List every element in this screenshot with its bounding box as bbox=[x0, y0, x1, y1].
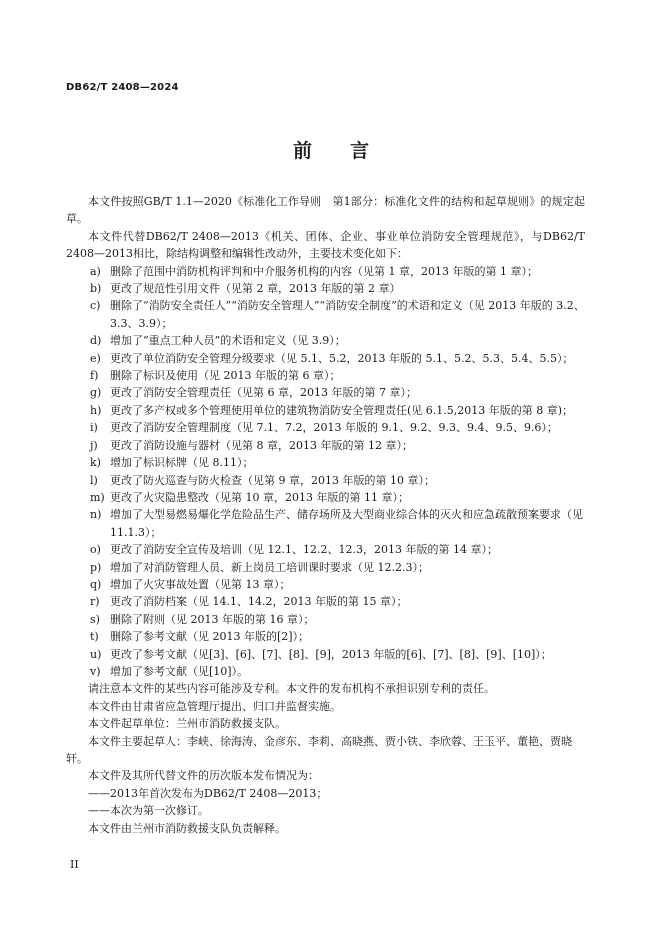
change-item bbox=[90, 628, 585, 645]
change-item-text: 更改了参考文献（见[3]、[6]、[7]、[8]、[9]，2013 年版的[6]、[7]、[8]、[9]、[10]）； bbox=[110, 647, 552, 661]
change-item-label: s) bbox=[90, 612, 100, 626]
change-item-label: v) bbox=[90, 664, 101, 678]
change-item bbox=[90, 559, 585, 576]
change-item-text: 更改了单位消防安全管理分级要求（见 5.1、5.2，2013 年版的 5.1、5.2、5.3、5.4、5.5）； bbox=[110, 351, 574, 365]
change-item bbox=[90, 663, 585, 680]
change-item-label: a) bbox=[90, 264, 101, 278]
change-item bbox=[90, 402, 585, 419]
change-item bbox=[90, 472, 585, 489]
change-item bbox=[90, 263, 585, 280]
change-item bbox=[90, 611, 585, 628]
change-item bbox=[90, 506, 585, 541]
change-item bbox=[90, 576, 585, 593]
change-item-label: o) bbox=[90, 543, 101, 557]
intro-paragraph-1: 本文件按照GB/T 1.1—2020《标准化工作导则 第1部分：标准化文件的结构和起草规则》的规定起草。 bbox=[66, 195, 585, 226]
change-item bbox=[90, 593, 585, 610]
change-item-label: t) bbox=[90, 630, 99, 644]
change-item-text: 更改了消防档案（见 14.1、14.2，2013 年版的第 15 章）； bbox=[110, 595, 408, 609]
change-item-text: 更改了消防设施与器材（见第 8 章，2013 年版的第 12 章）； bbox=[110, 438, 413, 452]
change-item-text: 删除了附则（见 2013 年版的第 16 章）； bbox=[110, 612, 315, 626]
change-item bbox=[90, 489, 585, 506]
change-item-label: r) bbox=[90, 595, 100, 609]
change-item-text: 增加了大型易燃易爆化学危险品生产、储存场所及大型商业综合体的灭火和应急疏散预案要求（见 11.1.3）； bbox=[110, 508, 583, 539]
change-item-text: 更改了消防安全宣传及培训（见 12.1、12.2、12.3，2013 年版的第 14 章）； bbox=[110, 543, 498, 557]
change-item-text: 更改了防火巡查与防火检查（见第 9 章，2013 年版的第 10 章）； bbox=[110, 473, 435, 487]
change-item-text: 更改了多产权或多个管理使用单位的建筑物消防安全管理责任(见 6.1.5,2013 年版的第 8 章)； bbox=[110, 403, 574, 417]
change-item bbox=[90, 384, 585, 401]
change-item bbox=[90, 646, 585, 663]
drafters-note: 本文件主要起草人：李峡、徐海涛、金彦东、李莉、高晓燕、贾小铁、李欣蓉、王玉平、董艳、贾晓轩。 bbox=[66, 734, 572, 765]
changes-list bbox=[90, 263, 585, 681]
change-item bbox=[90, 419, 585, 436]
change-item-text: 增加了“重点工种人员”的术语和定义（见 3.9）； bbox=[110, 334, 346, 348]
change-item-label: m) bbox=[90, 490, 105, 504]
change-item-text: 更改了消防安全管理制度（见 7.1、7.2，2013 年版的 9.1、9.2、9.3、9.4、9.5、9.6）； bbox=[110, 421, 558, 435]
change-item bbox=[90, 280, 585, 297]
change-item-label: p) bbox=[90, 560, 102, 574]
change-item-text: 删除了“消防安全责任人”“消防安全管理人”“消防安全制度”的术语和定义（见 2013 年版的 3.2、3.3、3.9）； bbox=[110, 299, 585, 330]
change-item-label: q) bbox=[90, 577, 102, 591]
change-item-text: 删除了参考文献（见 2013 年版的[2]）； bbox=[110, 630, 310, 644]
title-char-2: 言 bbox=[350, 140, 370, 162]
change-item bbox=[90, 541, 585, 558]
change-item-label: d) bbox=[90, 334, 102, 348]
change-item-text: 增加了对消防管理人员、新上岗员工培训课时要求（见 12.2.3）； bbox=[110, 560, 429, 574]
interpretation-note: 本文件由兰州市消防救援支队负责解释。 bbox=[88, 821, 286, 835]
proposer-note: 本文件由甘肃省应急管理厅提出、归口并监督实施。 bbox=[88, 699, 341, 713]
change-item-label: k) bbox=[90, 456, 101, 470]
change-item-label: g) bbox=[90, 386, 102, 400]
intro-paragraph-2: 本文件代替DB62/T 2408—2013《机关、团体、企业、事业单位消防安全管理规范》，与DB62/T 2408—2013相比，除结构调整和编辑性改动外，主要技术变化如下： bbox=[66, 229, 585, 261]
drafting-unit-note: 本文件起草单位：兰州市消防救援支队。 bbox=[88, 717, 286, 731]
history-item-1: ——2013年首次发布为DB62/T 2408—2013； bbox=[88, 786, 328, 800]
change-item bbox=[90, 454, 585, 471]
change-item-label: e) bbox=[90, 351, 101, 365]
change-item-text: 更改了火灾隐患整改（见第 10 章，2013 年版的第 11 章）； bbox=[110, 490, 409, 504]
change-item-label: b) bbox=[90, 282, 102, 296]
change-item-text: 增加了火灾事故处置（见第 13 章）； bbox=[110, 577, 291, 591]
change-item-text: 删除了标识及使用（见 2013 年版的第 6 章）； bbox=[110, 369, 341, 383]
change-item bbox=[90, 437, 585, 454]
change-item-label: c) bbox=[90, 299, 101, 313]
page-title bbox=[0, 136, 662, 163]
history-item-2: ——本次为第一次修订。 bbox=[88, 804, 209, 818]
change-item-text: 更改了消防安全管理责任（见第 6 章，2013 年版的第 7 章）； bbox=[110, 386, 417, 400]
standard-code: DB62/T 2408—2024 bbox=[66, 82, 179, 93]
change-item-label: u) bbox=[90, 647, 102, 661]
change-item-label: l) bbox=[90, 473, 98, 487]
change-item-text: 更改了规范性引用文件（见第 2 章，2013 年版的第 2 章） bbox=[110, 282, 401, 296]
change-item-label: i) bbox=[90, 421, 98, 435]
change-item-text: 删除了范围中消防机构评判和中介服务机构的内容（见第 1 章，2013 年版的第 1 章）； bbox=[110, 264, 538, 278]
title-char-1: 前 bbox=[292, 140, 312, 162]
change-item-label: j) bbox=[90, 438, 98, 452]
change-item-text: 增加了标识标牌（见 8.11）； bbox=[110, 456, 254, 470]
change-item bbox=[90, 332, 585, 349]
change-item bbox=[90, 297, 585, 332]
change-item bbox=[90, 367, 585, 384]
patent-note: 请注意本文件的某些内容可能涉及专利。本文件的发布机构不承担识别专利的责任。 bbox=[88, 682, 495, 696]
page-number: II bbox=[70, 858, 79, 871]
foreword-body bbox=[66, 193, 585, 837]
change-item-label: h) bbox=[90, 403, 102, 417]
change-item-text: 增加了参考文献（见[10]）。 bbox=[110, 664, 249, 678]
change-item-label: n) bbox=[90, 508, 102, 522]
history-intro: 本文件及其所代替文件的历次版本发布情况为： bbox=[88, 769, 319, 783]
change-item-label: f) bbox=[90, 369, 99, 383]
change-item bbox=[90, 350, 585, 367]
